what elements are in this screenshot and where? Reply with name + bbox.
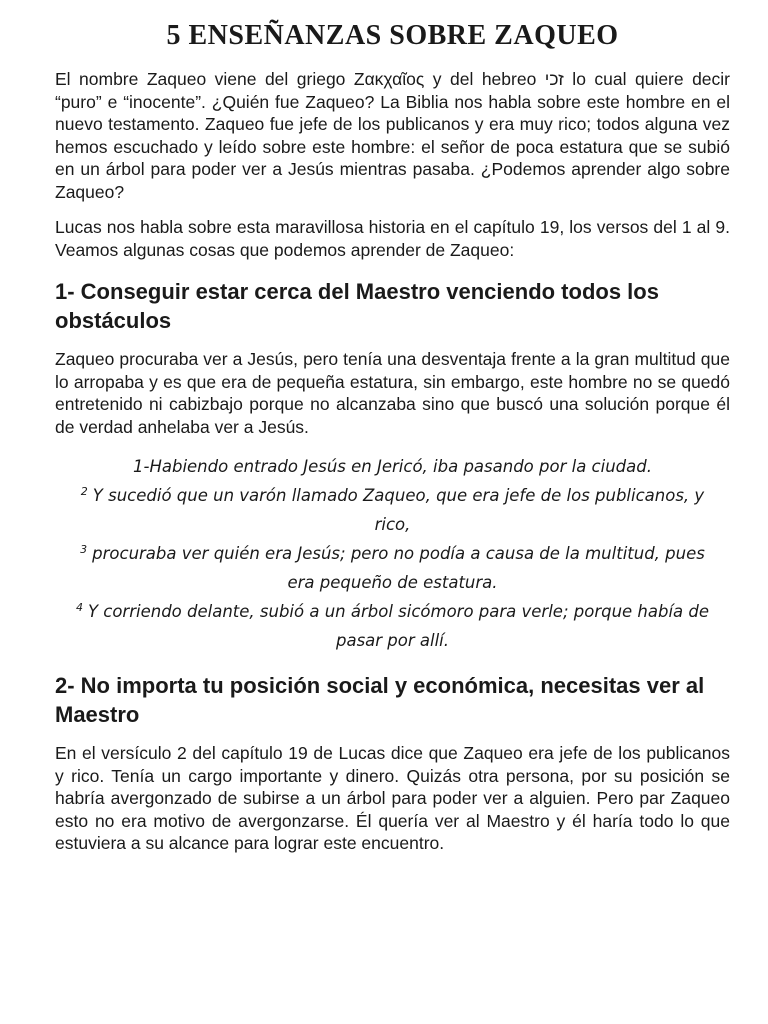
- page-title: 5 ENSEÑANZAS SOBRE ZAQUEO: [166, 20, 619, 51]
- intro-paragraph-1: El nombre Zaqueo viene del griego Ζακχαῖος y del hebreo זכי lo cual quiere decir “puro” e “inocente”. ¿Quién fue Zaqueo? La Biblia nos habla sobre este hombre en el nuevo testamento. Zaqueo fue jefe de los publicanos y era muy rico; todos alguna vez hemos escuchado y leído sobre este hombre: el señor de poca estatura que se subió en un árbol para poder ver a Jesús mientras pasaba. ¿Podemos aprender algo sobre Zaqueo?: [55, 69, 731, 202]
- verse-1: [65, 452, 720, 481]
- verse-4: [65, 597, 720, 655]
- verse-3-text: procuraba ver quién era Jesús; pero no podía a causa de la multitud, pues era pequeño de estatura.: [92, 544, 705, 592]
- verse-2-number: 2: [80, 485, 88, 498]
- verse-3-number: 3: [80, 543, 88, 556]
- verse-4-text: Y corriendo delante, subió a un árbol sicómoro para verle; porque había de pasar por allí.: [87, 602, 710, 650]
- verse-1-text: 1-Habiendo entrado Jesús en Jericó, iba pasando por la ciudad.: [133, 457, 652, 476]
- verse-2-text: Y sucedió que un varón llamado Zaqueo, que era jefe de los publicanos, y rico,: [92, 486, 705, 534]
- section-2-paragraph: En el versículo 2 del capítulo 19 de Lucas dice que Zaqueo era jefe de los publicanos y rico. Tenía un cargo importante y dinero. Quizás otra persona, por su posición se habría avergonzado de subirse a un árbol para poder ver a alguien. Pero par Zaqueo esto no era motivo de avergonzarse. Él quería ver al Maestro y él haría todo lo que estuviera a su alcance para lograr este encuentro.: [55, 743, 730, 853]
- intro-paragraph-2: Lucas nos habla sobre esta maravillosa historia en el capítulo 19, los versos del 1 al 9. Veamos algunas cosas que podemos aprender de Zaqueo:: [55, 217, 730, 260]
- section-1-paragraph: Zaqueo procuraba ver a Jesús, pero tenía una desventaja frente a la gran multitud que lo arropaba y es que era de pequeña estatura, sin embargo, este hombre no se quedó entretenido ni cabizbajo porque no alcanzaba sino que buscó una solución porque él de verdad anhelaba ver a Jesús.: [55, 349, 730, 437]
- section-1-heading: 1- Conseguir estar cerca del Maestro venciendo todos los obstáculos: [55, 279, 659, 333]
- bible-verses-block: [65, 452, 720, 655]
- section-2-heading: 2- No importa tu posición social y económica, necesitas ver al Maestro: [55, 673, 705, 727]
- verse-3: [65, 539, 720, 597]
- verse-4-number: 4: [75, 601, 83, 614]
- verse-2: [65, 481, 720, 539]
